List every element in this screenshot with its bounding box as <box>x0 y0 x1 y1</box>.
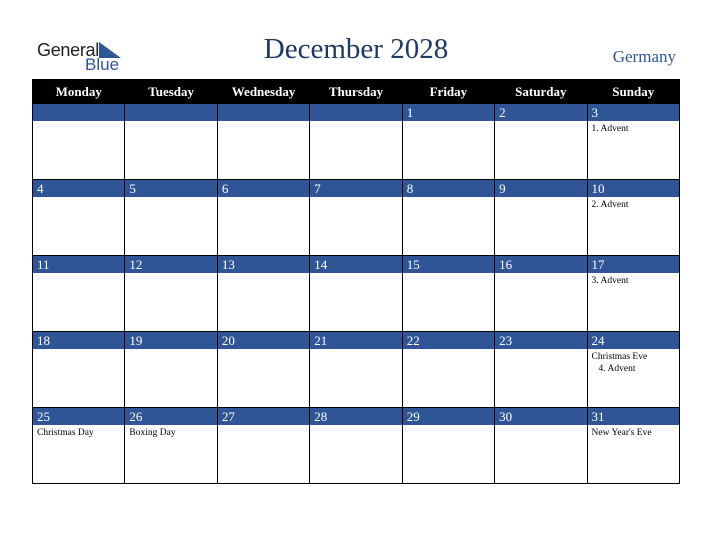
day-events <box>218 349 309 351</box>
day-events <box>33 273 124 275</box>
day-number: 11 <box>33 256 124 273</box>
day-cell <box>33 408 125 484</box>
day-number: 4 <box>33 180 124 197</box>
day-events <box>588 197 679 211</box>
day-events <box>403 273 494 275</box>
day-events <box>218 197 309 199</box>
day-events <box>588 121 679 135</box>
day-number: 27 <box>218 408 309 425</box>
day-number: 20 <box>218 332 309 349</box>
day-number: 30 <box>495 408 586 425</box>
day-cell <box>125 104 217 180</box>
day-events <box>403 121 494 123</box>
day-cell <box>402 104 494 180</box>
day-cell <box>402 180 494 256</box>
day-events <box>125 349 216 351</box>
day-cell <box>33 180 125 256</box>
weekday-header: Sunday <box>587 80 679 104</box>
day-events <box>33 425 124 439</box>
week-row <box>33 332 680 408</box>
weekday-header: Tuesday <box>125 80 217 104</box>
day-cell <box>125 180 217 256</box>
day-cell <box>402 408 494 484</box>
day-number: 29 <box>403 408 494 425</box>
day-number: 1 <box>403 104 494 121</box>
calendar-title: December 2028 <box>263 33 449 65</box>
day-cell <box>402 256 494 332</box>
day-number: 6 <box>218 180 309 197</box>
day-cell <box>310 256 402 332</box>
day-cell <box>125 332 217 408</box>
day-events <box>588 425 679 439</box>
day-number: 26 <box>125 408 216 425</box>
day-number: 9 <box>495 180 586 197</box>
day-cell <box>217 180 309 256</box>
day-events <box>310 425 401 427</box>
day-cell <box>495 180 587 256</box>
day-cell <box>310 332 402 408</box>
weekday-header: Saturday <box>495 80 587 104</box>
day-cell <box>217 256 309 332</box>
holiday-label: Boxing Day <box>129 428 176 438</box>
day-cell <box>310 104 402 180</box>
day-number <box>33 104 124 121</box>
day-events <box>125 197 216 199</box>
holiday-label: 2. Advent <box>591 200 629 210</box>
day-number: 12 <box>125 256 216 273</box>
holiday-label: 3. Advent <box>591 276 629 286</box>
day-number: 25 <box>33 408 124 425</box>
day-events <box>310 349 401 351</box>
day-cell <box>33 256 125 332</box>
day-events <box>218 273 309 275</box>
day-events <box>495 197 586 199</box>
day-number: 7 <box>310 180 401 197</box>
day-number: 3 <box>588 104 679 121</box>
day-cell <box>495 104 587 180</box>
day-events <box>218 121 309 123</box>
holiday-label: 4. Advent <box>598 364 636 374</box>
weekday-header: Friday <box>402 80 494 104</box>
day-number: 18 <box>33 332 124 349</box>
day-number: 10 <box>588 180 679 197</box>
day-cell <box>495 332 587 408</box>
day-cell <box>587 408 679 484</box>
day-events <box>33 197 124 199</box>
week-row <box>33 104 680 180</box>
day-events <box>403 197 494 199</box>
day-events <box>310 121 401 123</box>
day-events <box>403 349 494 351</box>
day-number <box>310 104 401 121</box>
day-events <box>495 273 586 275</box>
logo-text-blue: Blue <box>85 55 120 74</box>
day-number: 31 <box>588 408 679 425</box>
holiday-label: Christmas Day <box>37 428 94 438</box>
day-number <box>218 104 309 121</box>
day-events <box>33 349 124 351</box>
day-cell <box>217 408 309 484</box>
day-events <box>588 349 679 375</box>
logo-text-general: General <box>37 40 99 60</box>
day-events <box>403 425 494 427</box>
day-number <box>125 104 216 121</box>
day-events <box>125 425 216 439</box>
day-cell <box>495 256 587 332</box>
weekday-header-row <box>33 80 680 104</box>
day-number: 22 <box>403 332 494 349</box>
holiday-label: New Year's Eve <box>591 428 652 438</box>
day-cell <box>33 104 125 180</box>
weekday-header: Monday <box>33 80 125 104</box>
day-number: 24 <box>588 332 679 349</box>
day-cell <box>587 256 679 332</box>
day-number: 21 <box>310 332 401 349</box>
day-cell <box>125 256 217 332</box>
weekday-header: Thursday <box>310 80 402 104</box>
day-cell <box>125 408 217 484</box>
day-cell <box>310 180 402 256</box>
calendar-grid <box>32 79 680 484</box>
day-number: 8 <box>403 180 494 197</box>
holiday-label: 1. Advent <box>591 124 629 134</box>
weekday-header: Wednesday <box>217 80 309 104</box>
week-row <box>33 408 680 484</box>
holiday-label: Christmas Eve <box>591 352 648 362</box>
day-events <box>310 273 401 275</box>
day-events <box>310 197 401 199</box>
day-number: 19 <box>125 332 216 349</box>
day-number: 28 <box>310 408 401 425</box>
day-number: 16 <box>495 256 586 273</box>
day-cell <box>495 408 587 484</box>
day-events <box>495 425 586 427</box>
day-events <box>33 121 124 123</box>
day-cell <box>587 332 679 408</box>
day-number: 13 <box>218 256 309 273</box>
day-number: 15 <box>403 256 494 273</box>
day-number: 14 <box>310 256 401 273</box>
week-row <box>33 256 680 332</box>
day-cell <box>33 332 125 408</box>
day-cell <box>402 332 494 408</box>
day-events <box>125 121 216 123</box>
country-label: Germany <box>612 47 676 66</box>
day-events <box>218 425 309 427</box>
day-cell <box>217 332 309 408</box>
day-events <box>495 349 586 351</box>
day-cell <box>587 180 679 256</box>
day-events <box>125 273 216 275</box>
week-row <box>33 180 680 256</box>
day-events <box>588 273 679 287</box>
day-number: 5 <box>125 180 216 197</box>
day-cell <box>310 408 402 484</box>
day-number: 23 <box>495 332 586 349</box>
day-number: 2 <box>495 104 586 121</box>
day-events <box>495 121 586 123</box>
day-number: 17 <box>588 256 679 273</box>
day-cell <box>217 104 309 180</box>
day-cell <box>587 104 679 180</box>
